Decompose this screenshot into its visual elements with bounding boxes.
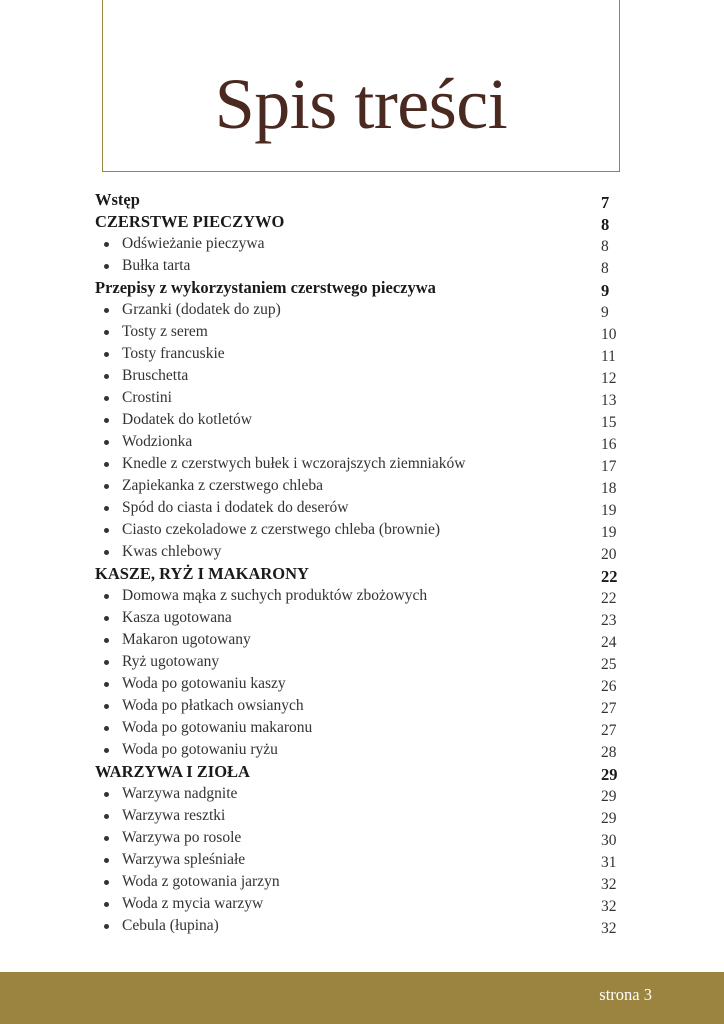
- toc-entry-page: 8: [601, 215, 610, 234]
- toc-entry-label: Kasza ugotowana: [122, 609, 232, 626]
- toc-item: [95, 629, 623, 651]
- toc-entry-page: 9: [601, 304, 609, 321]
- toc-entry-label: Kwas chlebowy: [122, 543, 222, 560]
- bullet-icon: [104, 440, 109, 445]
- toc-item: [95, 827, 623, 849]
- bullet-icon: [104, 484, 109, 489]
- table-of-contents: [95, 189, 623, 937]
- toc-item: [95, 299, 623, 321]
- toc-entry-page: 30: [601, 832, 617, 849]
- bullet-icon: [104, 704, 109, 709]
- toc-entry-label: Warzywa po rosole: [122, 829, 242, 846]
- toc-item: [95, 233, 623, 255]
- toc-entry-label: Ryż ugotowany: [122, 653, 220, 670]
- bullet-icon: [104, 418, 109, 423]
- toc-item: [95, 651, 623, 673]
- page-number-label: strona 3: [599, 985, 652, 1004]
- bullet-icon: [104, 506, 109, 511]
- toc-entry-label: Wstęp: [95, 190, 140, 209]
- toc-entry-page: 27: [601, 722, 617, 739]
- toc-entry-label: Cebula (łupina): [122, 917, 219, 934]
- toc-item: [95, 871, 623, 893]
- toc-entry-page: 17: [601, 458, 617, 475]
- toc-item: [95, 739, 623, 761]
- toc-entry-page: 32: [601, 876, 617, 893]
- toc-entry-label: Zapiekanka z czerstwego chleba: [122, 477, 323, 494]
- toc-entry-label: Woda po gotowaniu ryżu: [122, 741, 278, 758]
- toc-entry-label: Odświeżanie pieczywa: [122, 235, 265, 252]
- bullet-icon: [104, 594, 109, 599]
- toc-entry-label: Tosty francuskie: [122, 345, 225, 362]
- toc-item: [95, 673, 623, 695]
- toc-item: [95, 607, 623, 629]
- toc-item: [95, 783, 623, 805]
- toc-item: [95, 453, 623, 475]
- page-title: Spis treści: [214, 64, 508, 144]
- toc-heading: [95, 761, 623, 783]
- bullet-icon: [104, 814, 109, 819]
- bullet-icon: [104, 726, 109, 731]
- bullet-icon: [104, 836, 109, 841]
- bullet-icon: [104, 396, 109, 401]
- toc-entry-page: 16: [601, 436, 617, 453]
- toc-entry-page: 32: [601, 920, 617, 937]
- toc-entry-page: 11: [601, 348, 616, 365]
- toc-item: [95, 255, 623, 277]
- bullet-icon: [104, 924, 109, 929]
- toc-item: [95, 321, 623, 343]
- bullet-icon: [104, 528, 109, 533]
- title-frame: [102, 0, 620, 172]
- toc-entry-page: 20: [601, 546, 617, 563]
- toc-item: [95, 409, 623, 431]
- toc-entry-label: Ciasto czekoladowe z czerstwego chleba (brownie): [122, 521, 441, 538]
- toc-entry-label: Woda po gotowaniu makaronu: [122, 719, 313, 736]
- toc-entry-page: 24: [601, 634, 617, 651]
- toc-heading: [95, 189, 623, 211]
- toc-heading: [95, 563, 623, 585]
- toc-entry-label: Crostini: [122, 389, 172, 406]
- toc-entry-page: 15: [601, 414, 617, 431]
- toc-entry-label: Spód do ciasta i dodatek do deserów: [122, 499, 349, 516]
- bullet-icon: [104, 308, 109, 313]
- bullet-icon: [104, 352, 109, 357]
- toc-item: [95, 805, 623, 827]
- toc-entry-label: KASZE, RYŻ I MAKARONY: [95, 564, 309, 583]
- toc-item: [95, 717, 623, 739]
- toc-entry-label: Warzywa resztki: [122, 807, 226, 824]
- toc-entry-page: 25: [601, 656, 617, 673]
- toc-entry-page: 29: [601, 810, 617, 827]
- toc-entry-label: Woda z mycia warzyw: [122, 895, 264, 912]
- bullet-icon: [104, 330, 109, 335]
- toc-item: [95, 365, 623, 387]
- toc-entry-page: 19: [601, 524, 617, 541]
- toc-entry-page: 22: [601, 567, 618, 586]
- toc-entry-page: 29: [601, 765, 618, 784]
- toc-entry-label: Dodatek do kotletów: [122, 411, 253, 428]
- toc-entry-page: 8: [601, 238, 609, 255]
- bullet-icon: [104, 242, 109, 247]
- toc-entry-page: 23: [601, 612, 617, 629]
- bullet-icon: [104, 880, 109, 885]
- toc-entry-page: 22: [601, 590, 617, 607]
- toc-entry-page: 26: [601, 678, 617, 695]
- toc-entry-label: Bułka tarta: [122, 257, 191, 274]
- bullet-icon: [104, 858, 109, 863]
- toc-entry-page: 18: [601, 480, 617, 497]
- toc-entry-label: WARZYWA I ZIOŁA: [95, 762, 250, 781]
- toc-item: [95, 915, 623, 937]
- toc-entry-label: Przepisy z wykorzystaniem czerstwego pieczywa: [95, 278, 436, 297]
- toc-entry-label: Woda z gotowania jarzyn: [122, 873, 280, 890]
- toc-entry-page: 12: [601, 370, 617, 387]
- toc-heading: [95, 277, 623, 299]
- toc-entry-page: 7: [601, 193, 610, 212]
- toc-entry-label: Wodzionka: [122, 433, 193, 450]
- toc-entry-label: Tosty z serem: [122, 323, 208, 340]
- toc-entry-label: Knedle z czerstwych bułek i wczorajszych ziemniaków: [122, 455, 466, 472]
- toc-item: [95, 541, 623, 563]
- toc-item: [95, 497, 623, 519]
- toc-item: [95, 695, 623, 717]
- toc-entry-page: 13: [601, 392, 617, 409]
- toc-entry-label: Warzywa nadgnite: [122, 785, 238, 802]
- toc-heading: [95, 211, 623, 233]
- toc-entry-label: Woda po gotowaniu kaszy: [122, 675, 286, 692]
- toc-entry-page: 9: [601, 281, 610, 300]
- toc-entry-label: Woda po płatkach owsianych: [122, 697, 304, 714]
- bullet-icon: [104, 660, 109, 665]
- toc-item: [95, 475, 623, 497]
- bullet-icon: [104, 264, 109, 269]
- toc-item: [95, 519, 623, 541]
- bullet-icon: [104, 792, 109, 797]
- toc-item: [95, 387, 623, 409]
- bullet-icon: [104, 550, 109, 555]
- toc-entry-label: Warzywa spleśniałe: [122, 851, 246, 868]
- toc-entry-page: 19: [601, 502, 617, 519]
- toc-item: [95, 849, 623, 871]
- toc-entry-page: 10: [601, 326, 617, 343]
- toc-entry-page: 32: [601, 898, 617, 915]
- bullet-icon: [104, 462, 109, 467]
- toc-entry-page: 29: [601, 788, 617, 805]
- bullet-icon: [104, 748, 109, 753]
- toc-entry-page: 8: [601, 260, 609, 277]
- bullet-icon: [104, 374, 109, 379]
- toc-item: [95, 431, 623, 453]
- footer-bar: [0, 972, 724, 1024]
- toc-entry-label: Bruschetta: [122, 367, 189, 384]
- toc-item: [95, 343, 623, 365]
- toc-item: [95, 585, 623, 607]
- bullet-icon: [104, 616, 109, 621]
- bullet-icon: [104, 638, 109, 643]
- bullet-icon: [104, 902, 109, 907]
- toc-entry-label: Makaron ugotowany: [122, 631, 251, 648]
- toc-item: [95, 893, 623, 915]
- toc-entry-page: 28: [601, 744, 617, 761]
- toc-entry-page: 27: [601, 700, 617, 717]
- toc-entry-label: Grzanki (dodatek do zup): [122, 301, 281, 318]
- toc-entry-label: CZERSTWE PIECZYWO: [95, 212, 285, 231]
- toc-entry-label: Domowa mąka z suchych produktów zbożowych: [122, 587, 428, 604]
- bullet-icon: [104, 682, 109, 687]
- toc-entry-page: 31: [601, 854, 617, 871]
